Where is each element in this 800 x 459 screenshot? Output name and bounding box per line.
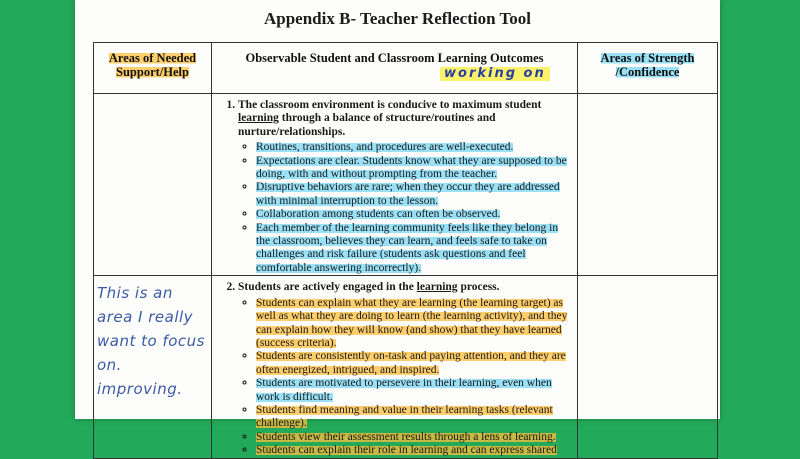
section-1-heading-end: through a balance of structure/routines and nurture/relationships. (238, 112, 496, 138)
page-title: Appendix B- Teacher Reflection Tool (264, 9, 531, 28)
list-item (256, 404, 571, 431)
header-outcomes (212, 43, 578, 94)
cell-outcomes-2 (212, 276, 578, 458)
bullet-text: Each member of the learning community feels like they belong in the classroom, believes they can learn, and feels safe to take on challenges and risk failure (students ask questions and feel comfortable answering incorrectly). (256, 221, 559, 274)
header-needed-support: Areas of Needed Support/Help (94, 43, 212, 94)
bullet-text: Students are consistently on-task and paying attention, and they are often energized, intrigued, and inspired. (256, 350, 566, 376)
bullet-text: Students find meaning and value in their learning tasks (relevant challenge). (256, 403, 553, 430)
section-2-heading-underlined: learning (416, 281, 458, 294)
cell-outcomes-1 (212, 94, 578, 276)
list-item (256, 181, 571, 208)
list-item (256, 350, 571, 377)
header-strength: Areas of Strength /Confidence (578, 43, 718, 94)
bullet-text: Collaboration among students can often be observed. (256, 208, 501, 221)
list-item (256, 377, 571, 404)
section-2-heading-end: process. (457, 281, 500, 294)
list-item (256, 431, 571, 444)
bullet-text: Expectations are clear. Students know what they are supposed to be doing, with and without prompting from the teacher. (256, 154, 567, 181)
section-1-heading: The classroom environment is conducive to maximum student (238, 99, 542, 111)
section-1-heading-underlined: learning (238, 112, 279, 125)
cell-strength-2 (578, 276, 718, 458)
list-item (256, 141, 571, 154)
header-outcomes-label: Observable Student and Classroom Learning Outcomes (245, 51, 544, 65)
bullet-text: Students can explain their role in learning and can express shared (256, 444, 557, 457)
document-page (75, 0, 720, 457)
table-row (94, 94, 718, 276)
bullet-text: Students are motivated to persevere in their learning, even when work is difficult. (256, 377, 552, 403)
list-item (256, 208, 571, 221)
bullet-text: Students can explain what they are learning (the learning target) as well as what they are doing to learn (the learning activity), and they can explain how they will know (and show) that they have learned (success criteria). (256, 296, 568, 349)
handwritten-working-on: working on (440, 67, 550, 81)
list-item (256, 297, 571, 351)
list-item (256, 222, 571, 276)
table-header-row (94, 43, 718, 94)
bullet-text: Disruptive behaviors are rare; when they occur they are addressed with minimal interruption to the lesson. (256, 181, 560, 207)
cell-support-1 (94, 94, 212, 276)
list-item (256, 155, 571, 182)
bullet-text: Students view their assessment results through a lens of learning. (256, 430, 556, 443)
list-item (256, 444, 571, 457)
bullet-text: Routines, transitions, and procedures are well-executed. (256, 141, 514, 154)
cell-strength-1 (578, 94, 718, 276)
handwritten-note: This is an area I really want to focus on. improving. (97, 284, 205, 398)
section-2-heading: Students are actively engaged in the (238, 281, 417, 294)
